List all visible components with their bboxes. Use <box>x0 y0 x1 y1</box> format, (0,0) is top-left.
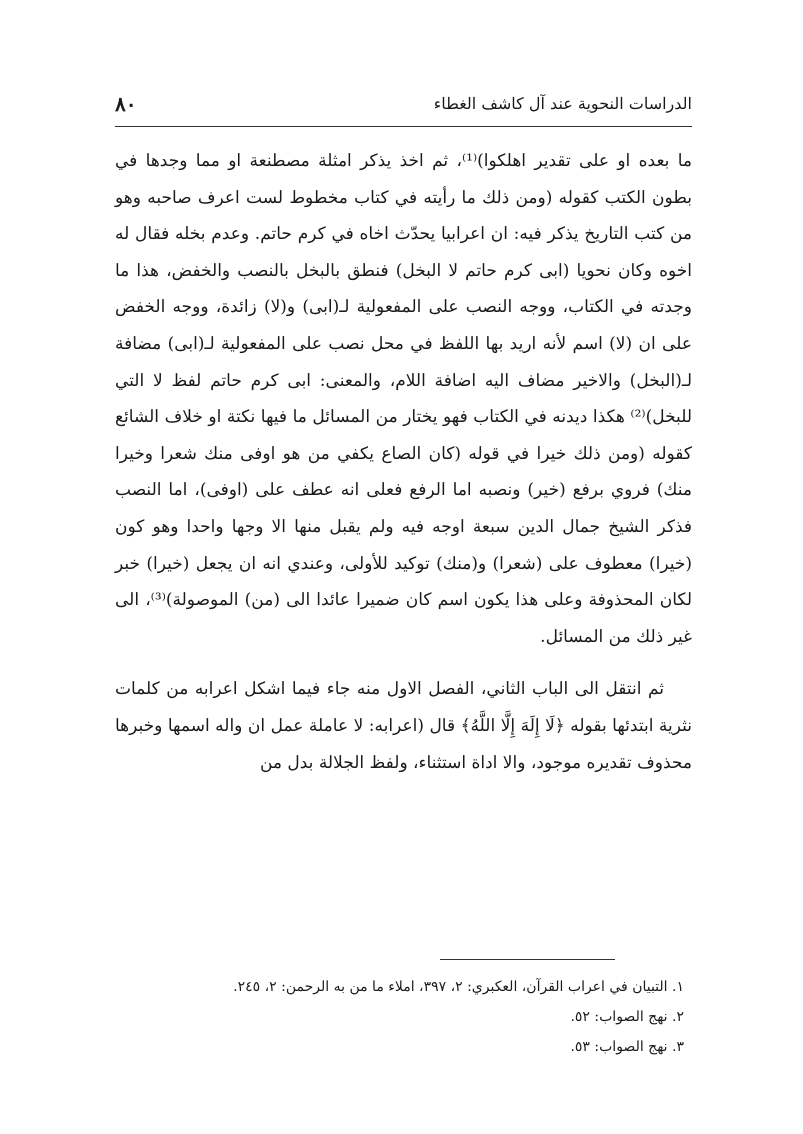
footnote-divider <box>440 959 615 960</box>
main-text <box>115 143 692 781</box>
footnote-1: ١. التبيان في اعراب القرآن، العكبري: ٢، ٣٩٧، املاء ما من به الرحمن: ٢، ٢٤٥. <box>233 979 684 995</box>
paragraph-2: ثم انتقل الى الباب الثاني، الفصل الاول منه جاء فيما اشكل اعرابه من كلمات نثرية ابتدئها بقوله ﴿لَا إِلَهَ إِلَّا اللَّهُ﴾ قال (اعرابه: لا عاملة عمل ان واله اسمها وخبرها محذوف تقديره موجود، والا اداة استثناء، ولفظ الجلالة بدل من <box>115 679 692 773</box>
running-header <box>115 92 692 124</box>
footnote-3: ٣. نهج الصواب: ٥٣. <box>570 1039 684 1055</box>
footnotes <box>115 972 692 1062</box>
running-header-title: الدراسات النحوية عند آل كاشف الغطاء <box>433 94 692 113</box>
paragraph-1: ما بعده او على تقدير اهلكوا)⁽¹⁾، ثم اخذ يذكر امثلة مصطنعة او مما وجدها في بطون الكتب كقوله (ومن ذلك ما رأيته في كتاب مخطوط لست اعرف صاحبه وهو من كتب التاريخ يذكر فيه: ان اعرابيا يحدّث اخاه في كرم حاتم. وعدم بخله فقال له اخوه وكان نحويا (ابى كرم حاتم لا البخل) فنطق بالبخل بالنصب والخفض، هذا ما وجدته في الكتاب، ووجه النصب على المفعولية لـ(ابى) و(لا) زائدة، ووجه الخفض على ان (لا) اسم لأنه اريد بها اللفظ في محل نصب على المفعولية لـ(ابى) مضافة لـ(البخل) والاخير مضاف اليه اضافة اللام، والمعنى: ابى كرم حاتم لفظ لا التي للبخل)⁽²⁾ هكذا ديدنه في الكتاب فهو يختار من المسائل ما فيها نكتة او خلاف الشائع كقوله (ومن ذلك خيرا في قوله (كان الصاع يكفي من هو اوفى منك شعرا وخيرا منك) فروي برفع (خير) ونصبه اما الرفع فعلى انه عطف على (اوفى)، اما النصب فذكر الشيخ جمال الدين سبعة اوجه فيه ولم يقبل منها الا وجها واحدا وهو كون (خيرا) معطوف على (شعرا) و(منك) توكيد للأولى، وعندي انه ان يجعل (خيرا) خبر لكان المحذوفة وعلى هذا يكون اسم كان ضميرا عائدا الى (من) الموصولة)⁽³⁾، الى غير ذلك من المسائل. <box>115 151 693 647</box>
header-divider <box>115 126 692 127</box>
footnote-2: ٢. نهج الصواب: ٥٢. <box>570 1009 684 1025</box>
page-number: ٨٠ <box>115 92 137 116</box>
